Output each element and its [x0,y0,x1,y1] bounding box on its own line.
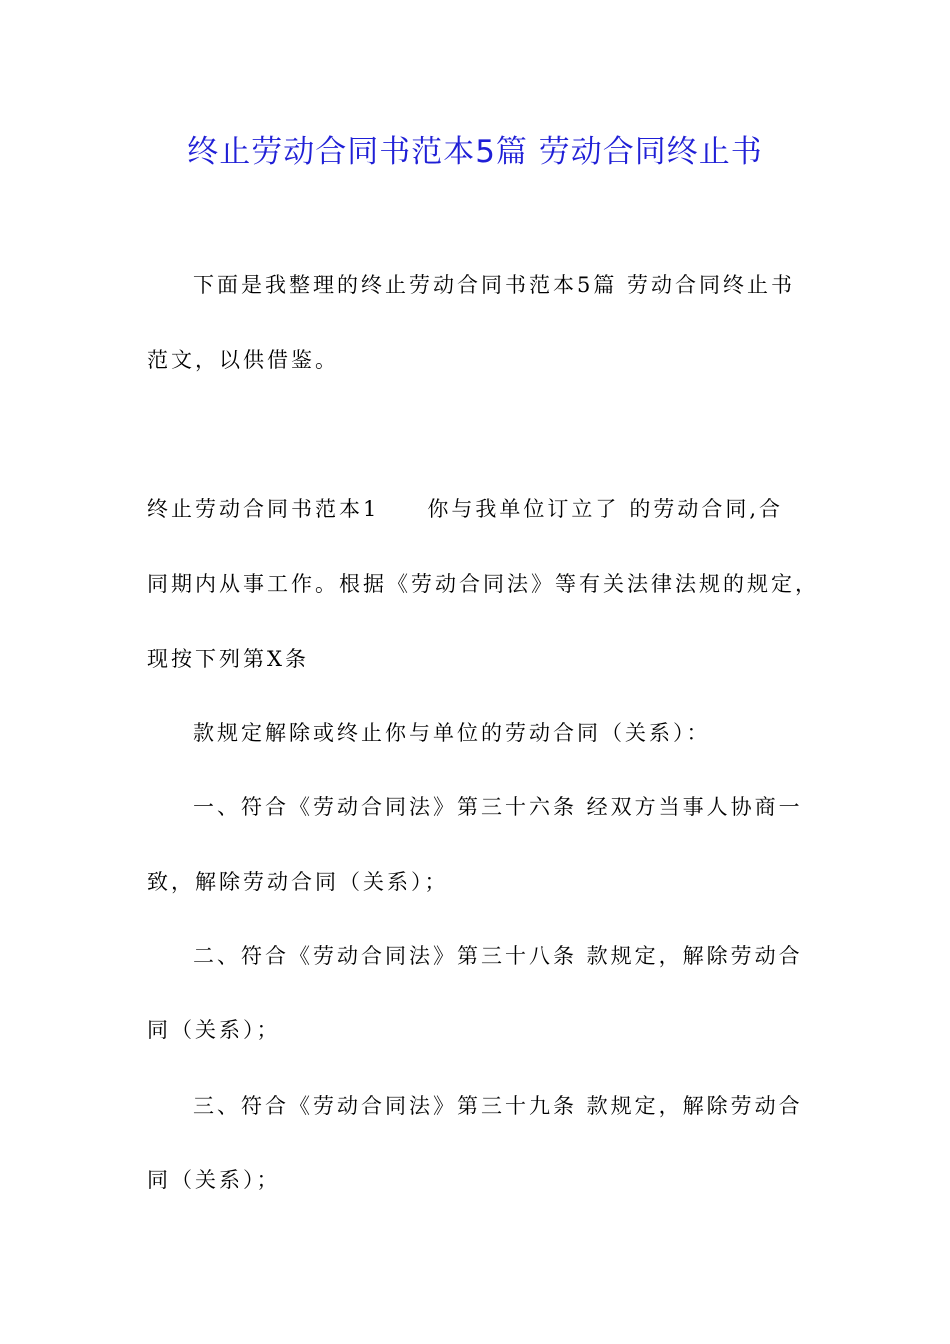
clause-2-line-2: 同（关系）； [147,1018,281,1042]
sample-1-line-1-b: 的劳动合同,合 [629,497,784,521]
sample-1-line-1-a: 你与我单位订立了 [427,497,620,521]
clause-3-line-2: 同（关系）； [147,1168,281,1192]
sample-1-first-line [147,494,827,524]
sample-1-heading: 终止劳动合同书范本1 [147,497,380,521]
sample-1-line-4: 款规定解除或终止你与单位的劳动合同（关系）： [193,721,711,745]
intro-line-1: 下面是我整理的终止劳动合同书范本5篇 劳动合同终止书 [193,273,796,297]
clause-2-line-1: 二、符合《劳动合同法》第三十八条 款规定，解除劳动合 [193,944,803,968]
sample-1-line-2: 同期内从事工作。根据《劳动合同法》等有关法律法规的规定， [147,572,819,596]
clause-3-line-1: 三、符合《劳动合同法》第三十九条 款规定，解除劳动合 [193,1094,803,1118]
document-title: 终止劳动合同书范本5篇 劳动合同终止书 [187,134,763,170]
sample-1-line-3: 现按下列第X条 [147,647,309,671]
intro-line-2: 范文，以供借鉴。 [147,348,339,372]
clause-1-line-2: 致，解除劳动合同（关系）； [147,870,449,894]
clause-1-line-1: 一、符合《劳动合同法》第三十六条 经双方当事人协商一 [193,795,803,819]
